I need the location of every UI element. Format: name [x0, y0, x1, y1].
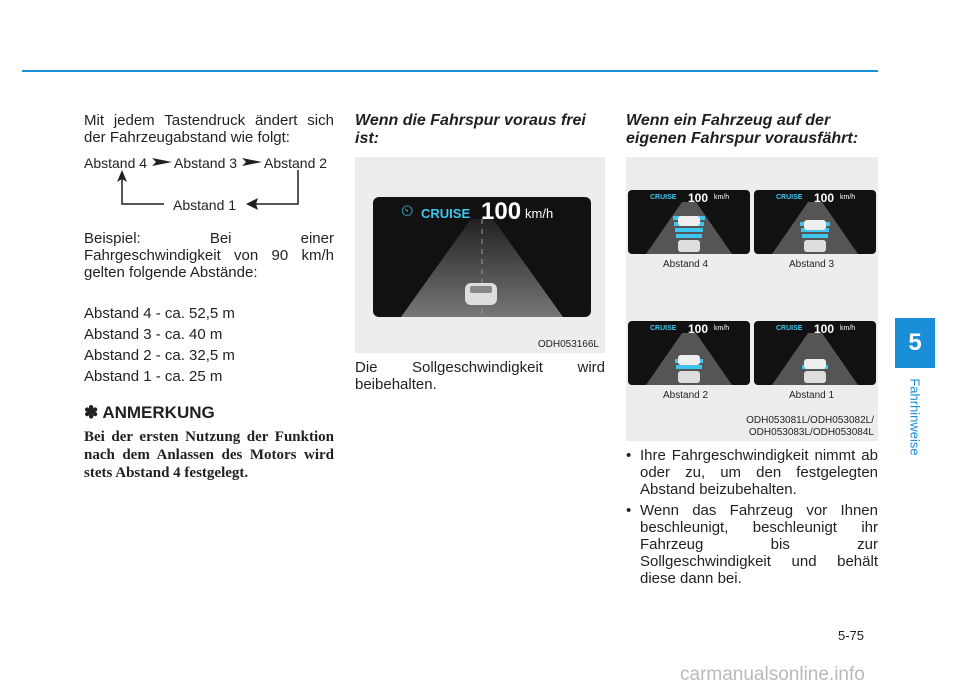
distance-label: Abstand 4 [663, 259, 709, 270]
set-speed: 100 [814, 322, 835, 336]
watermark: carmanualsonline.info [680, 664, 865, 685]
section-heading-free-lane: Wenn die Fahrspur voraus frei ist: [355, 112, 586, 147]
set-speed: 100 [688, 191, 709, 205]
distance-list [84, 303, 334, 387]
chapter-name-tab [895, 372, 935, 462]
figure-vehicle-ahead [626, 157, 878, 441]
section-heading-vehicle-ahead: Wenn ein Fahrzeug auf der eigenen Fahrspur vorausfährt: [626, 112, 859, 147]
distance-label: Abstand 3 [789, 259, 835, 270]
cruise-label: CRUISE [421, 206, 471, 221]
speed-unit: km/h [714, 325, 730, 332]
chapter-number-tab: 5 [895, 318, 935, 368]
bullet-item: • Ihre Fahrgeschwindigkeit nimmt ab oder zu, um den festgelegten Abstand beizubehalten. [626, 447, 878, 498]
set-speed: 100 [688, 322, 709, 336]
distance-cycle-diagram [84, 152, 334, 214]
cruise-label: CRUISE [776, 325, 803, 332]
free-lane-text: Die Sollgeschwindigkeit wird beibehalten. [355, 359, 605, 393]
cruise-icon: ⏲ [401, 203, 414, 220]
note-body: Bei der ersten Nutzung der Funktion nach dem Anlassen des Motors wird stets Abstand 4 festgelegt. [84, 429, 334, 481]
distance-item: Abstand 3 - ca. 40 m [84, 326, 223, 343]
cycle-label-3: Abstand 3 [174, 155, 238, 171]
set-speed: 100 [814, 191, 835, 205]
cluster-display-small [628, 190, 750, 254]
bullet-item: • Wenn das Fahrzeug vor Ihnen beschleunigt, beschleunigt ihr Fahrzeug bis zur Sollgeschwindigkeit und behält diese dann bei. [626, 502, 878, 587]
chapter-name-label: Fahrhinweise [907, 378, 923, 456]
example-text: Beispiel: Bei einer Fahrgeschwindigkeit von 90 km/h gelten folgende Abstände: [84, 230, 334, 281]
distance-item: Abstand 1 - ca. 25 m [84, 368, 223, 385]
cycle-label-4: Abstand 4 [84, 155, 148, 171]
figure-free-lane [355, 157, 605, 353]
distance-item: Abstand 4 - ca. 52,5 m [84, 305, 235, 322]
cruise-label: CRUISE [650, 325, 677, 332]
distance-item: Abstand 2 - ca. 32,5 m [84, 347, 235, 364]
figure-code-line1: ODH053081L/ODH053082L/ [746, 415, 874, 426]
header-rule [22, 70, 878, 72]
cruise-label: CRUISE [650, 194, 677, 201]
set-speed: 100 [481, 198, 522, 225]
cluster-display-small [754, 190, 876, 254]
cluster-display-small [754, 321, 876, 385]
distance-label: Abstand 1 [789, 390, 835, 401]
speed-unit: km/h [714, 194, 730, 201]
cycle-label-2: Abstand 2 [264, 155, 328, 171]
note-title: ✽ ANMERKUNG [84, 403, 215, 422]
speed-unit: km/h [840, 194, 856, 201]
cluster-display-small [628, 321, 750, 385]
cluster-display [373, 197, 591, 317]
figure-code: ODH053166L [537, 339, 599, 350]
result-bullets [626, 447, 878, 591]
speed-unit: km/h [525, 206, 554, 221]
page-number: 5-75 [838, 628, 865, 643]
speed-unit: km/h [840, 325, 856, 332]
distance-label: Abstand 2 [663, 390, 709, 401]
figure-code-line2: ODH053083L/ODH053084L [748, 427, 874, 438]
intro-text: Mit jedem Tastendruck ändert sich der Fahrzeugabstand wie folgt: [84, 112, 334, 146]
cycle-label-1: Abstand 1 [173, 197, 237, 213]
cruise-label: CRUISE [776, 194, 803, 201]
